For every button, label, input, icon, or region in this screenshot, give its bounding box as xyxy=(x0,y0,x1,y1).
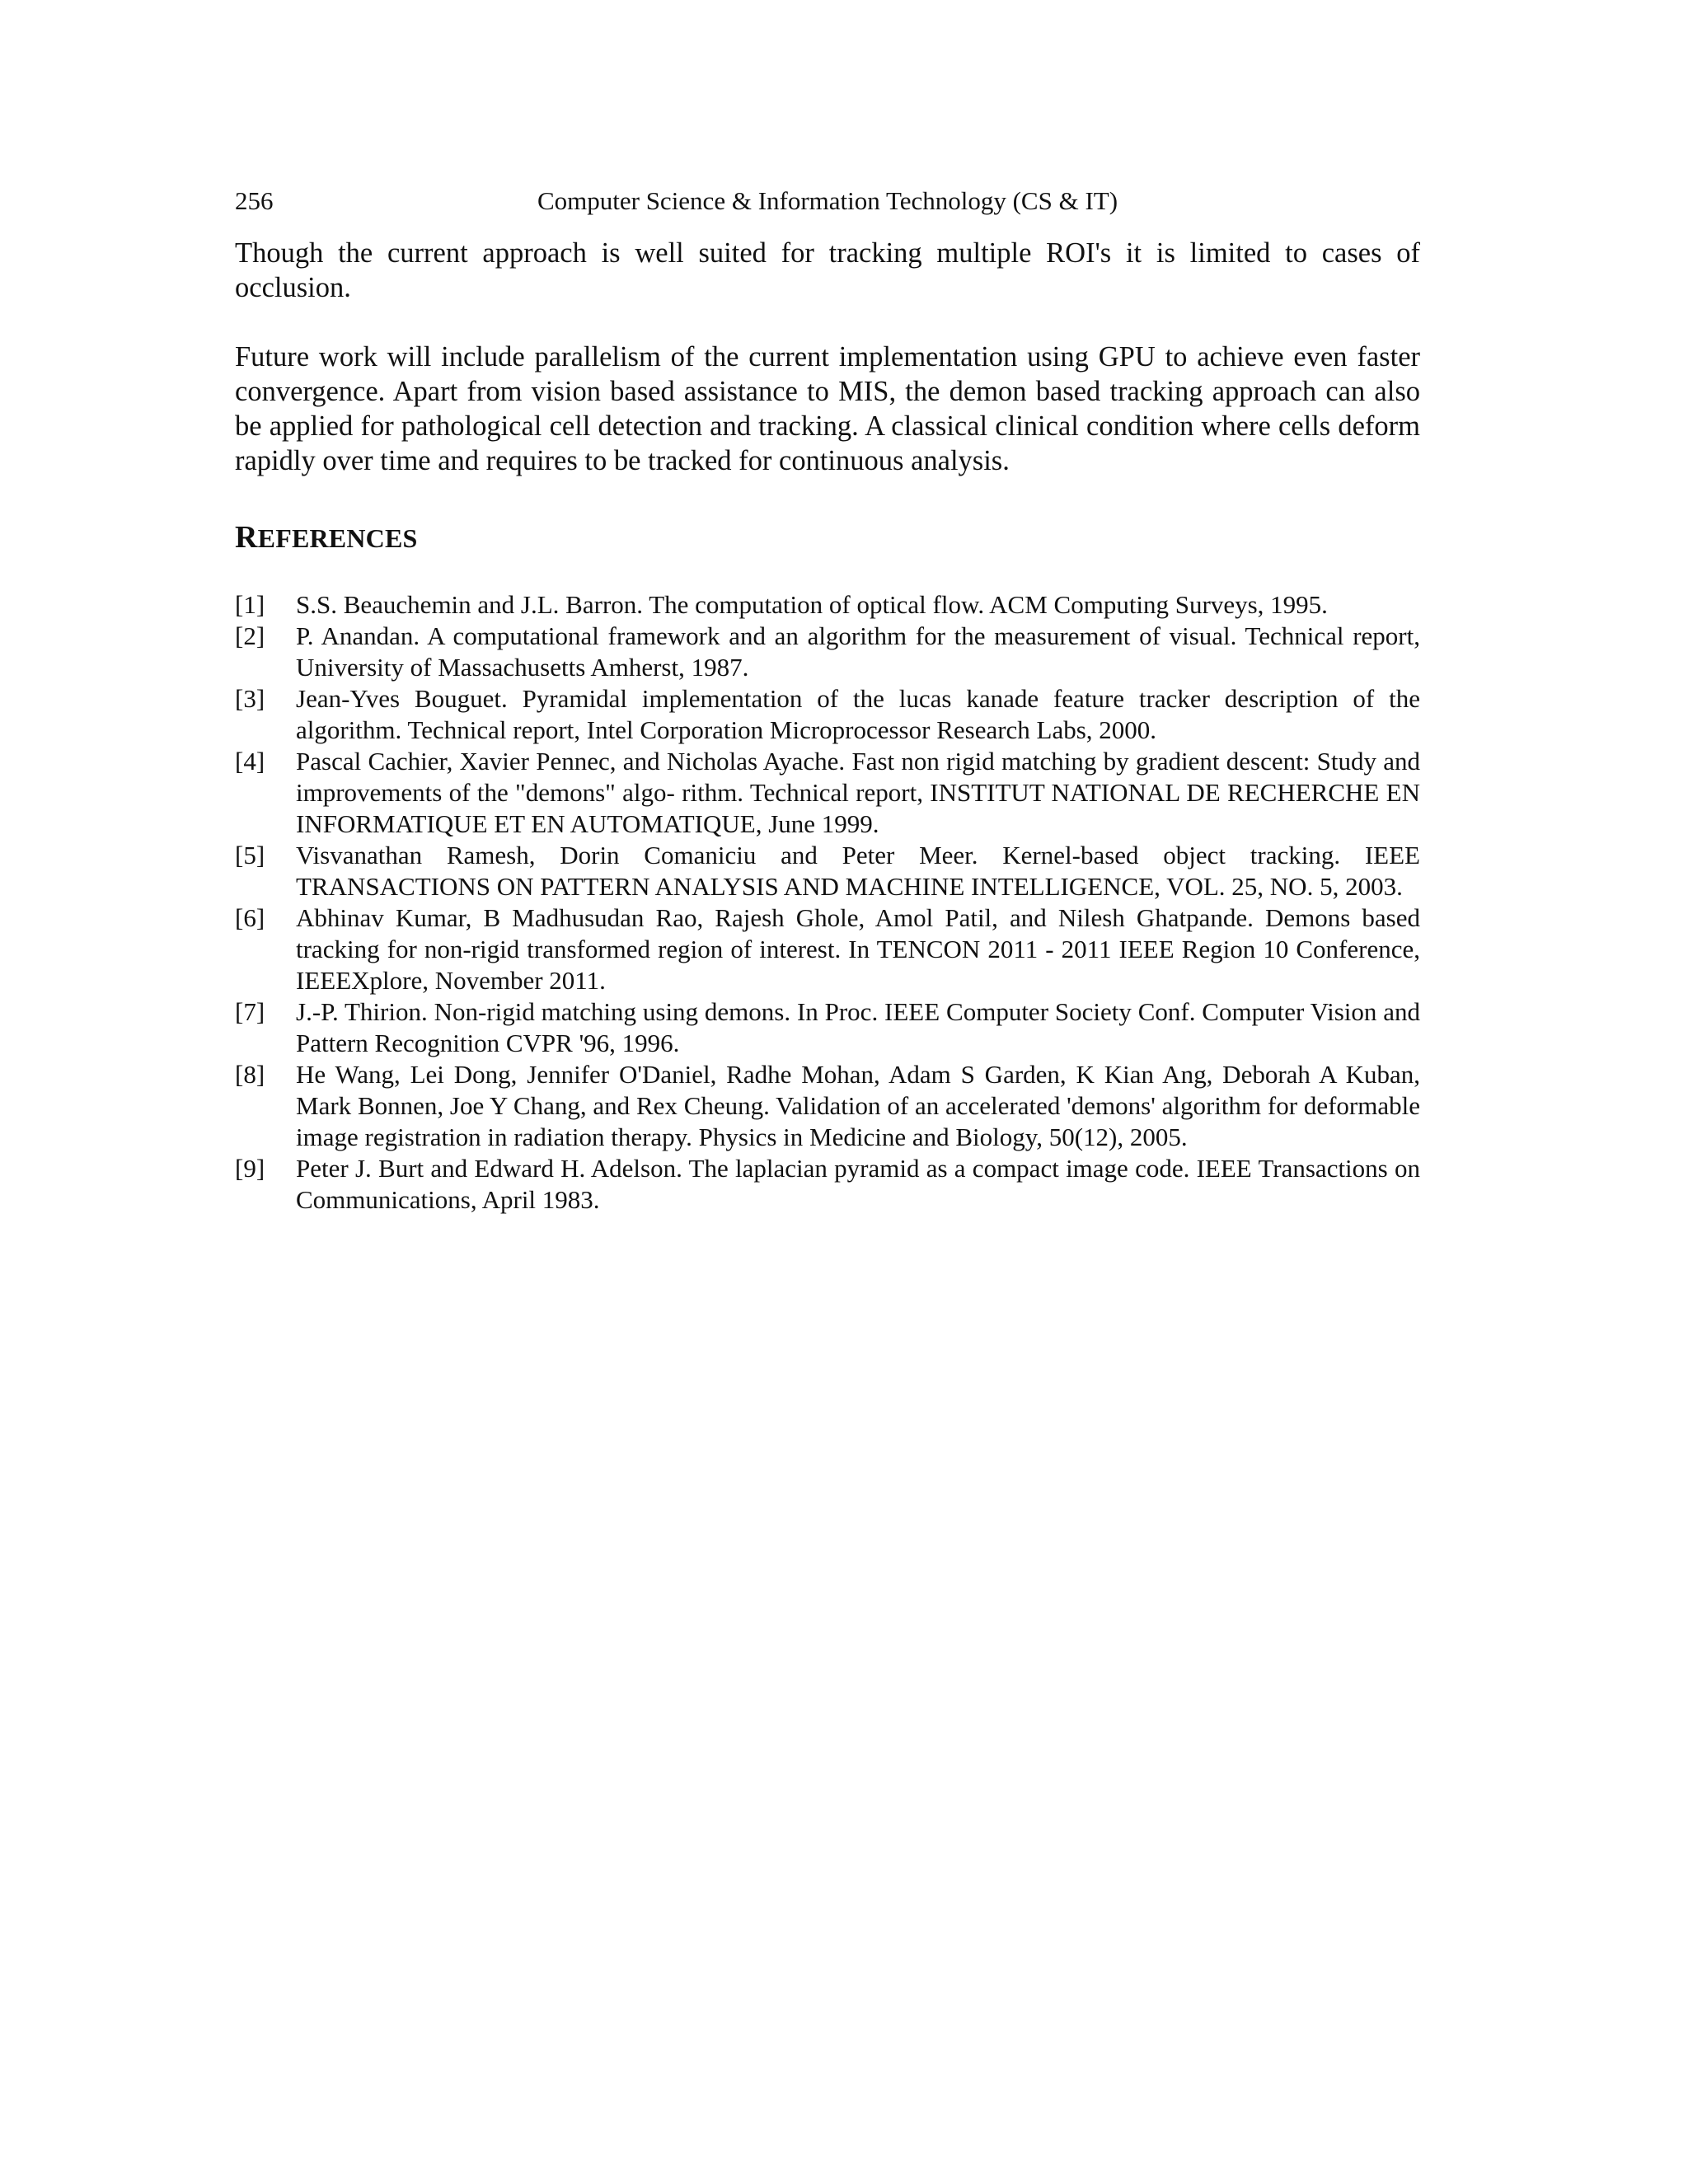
reference-number: [6] xyxy=(235,903,265,932)
reference-text: Jean-Yves Bouguet. Pyramidal implementation of the lucas kanade feature tracker description of the algorithm. Technical report, Intel Corporation Microprocessor Research Labs, 2000. xyxy=(296,684,1420,744)
reference-text: P. Anandan. A computational framework and an algorithm for the measurement of visual. Technical report, University of Massachusetts Amherst, 1987. xyxy=(296,621,1420,682)
reference-number: [9] xyxy=(235,1154,265,1183)
reference-text: He Wang, Lei Dong, Jennifer O'Daniel, Radhe Mohan, Adam S Garden, K Kian Ang, Deborah A Kuban, Mark Bonnen, Joe Y Chang, and Rex Cheung. Validation of an accelerated 'demons' algorithm for deformable image registration in radiation therapy. Physics in Medicine and Biology, 50(12), 2005. xyxy=(296,1060,1420,1151)
reference-text: Peter J. Burt and Edward H. Adelson. The laplacian pyramid as a compact image code. IEEE Transactions on Communications, April 1983. xyxy=(296,1154,1420,1214)
reference-item xyxy=(235,589,1420,621)
reference-number: [5] xyxy=(235,841,265,869)
reference-item xyxy=(235,683,1420,746)
reference-text: J.-P. Thirion. Non-rigid matching using demons. In Proc. IEEE Computer Society Conf. Computer Vision and Pattern Recognition CVPR '96, 1996. xyxy=(296,997,1420,1057)
reference-number: [3] xyxy=(235,684,265,713)
reference-item xyxy=(235,902,1420,996)
reference-text: S.S. Beauchemin and J.L. Barron. The computation of optical flow. ACM Computing Surveys, 1995. xyxy=(296,590,1328,619)
reference-number: [8] xyxy=(235,1060,265,1089)
reference-number: [7] xyxy=(235,997,265,1026)
reference-number: [2] xyxy=(235,621,265,650)
reference-item xyxy=(235,1059,1420,1153)
reference-text: Abhinav Kumar, B Madhusudan Rao, Rajesh Ghole, Amol Patil, and Nilesh Ghatpande. Demons based tracking for non-rigid transformed region of interest. In TENCON 2011 - 2011 IEEE Region 10 Conference, IEEEXplore, November 2011. xyxy=(296,903,1420,995)
reference-text: Pascal Cachier, Xavier Pennec, and Nicholas Ayache. Fast non rigid matching by gradient descent: Study and improvements of the "demons" algo- rithm. Technical report, INSTITUT NATIONAL DE RECHERCHE EN INFORMATIQUE ET EN AUTOMATIQUE, June 1999. xyxy=(296,747,1420,838)
reference-item xyxy=(235,1153,1420,1216)
paper-page xyxy=(235,183,1420,1216)
references-heading-rest: EFERENCES xyxy=(257,523,418,553)
body-paragraph: Though the current approach is well suited for tracking multiple ROI's it is limited to cases of occlusion. xyxy=(235,237,1420,303)
reference-number: [1] xyxy=(235,590,265,619)
reference-item xyxy=(235,996,1420,1059)
running-header xyxy=(235,183,1420,219)
body-paragraph: Future work will include parallelism of the current implementation using GPU to achieve even faster convergence. Apart from vision based assistance to MIS, the demon based tracking approach can also be applied for pathological cell detection and tracking. A classical clinical condition where cells deform rapidly over time and requires to be tracked for continuous analysis. xyxy=(235,341,1420,476)
reference-number: [4] xyxy=(235,747,265,776)
reference-item xyxy=(235,746,1420,840)
reference-text: Visvanathan Ramesh, Dorin Comaniciu and Peter Meer. Kernel-based object tracking. IEEE TRANSACTIONS ON PATTERN ANALYSIS AND MACHINE INTELLIGENCE, VOL. 25, NO. 5, 2003. xyxy=(296,841,1420,901)
reference-list xyxy=(235,589,1420,1216)
references-heading-initial: R xyxy=(235,520,258,555)
reference-item xyxy=(235,840,1420,902)
references-heading xyxy=(235,519,1420,556)
journal-title: Computer Science & Information Technology (CS & IT) xyxy=(537,186,1118,215)
page-number: 256 xyxy=(235,186,274,215)
reference-item xyxy=(235,621,1420,683)
